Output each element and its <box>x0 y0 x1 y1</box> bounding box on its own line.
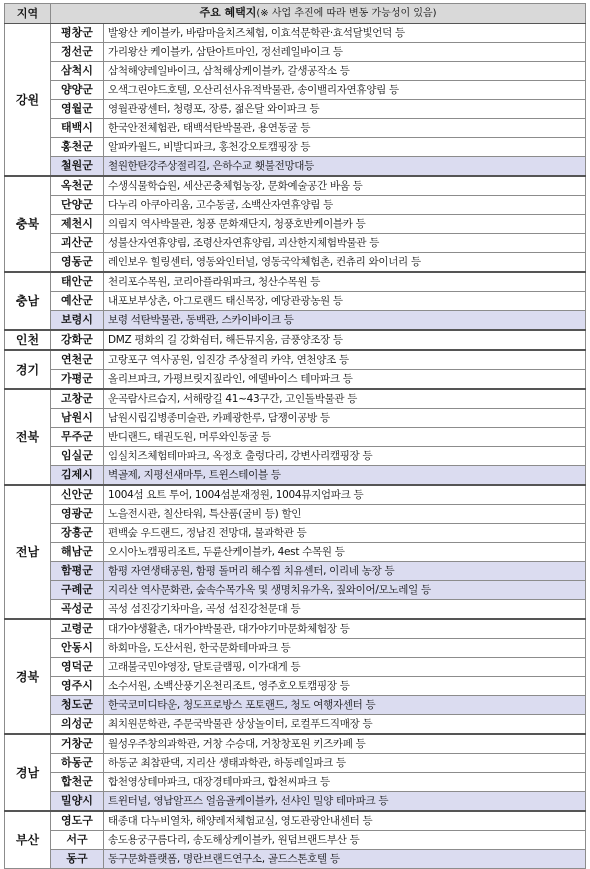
table-header-row <box>5 4 586 24</box>
benefit-cell: 알파카월드, 비발디파크, 홍천강오토캠핑장 등 <box>104 138 586 157</box>
benefit-cell: 고래불국민야영장, 달토글램핑, 이가대게 등 <box>104 658 586 677</box>
table-row <box>5 196 586 215</box>
benefit-cell: 벽골제, 지평선새마투, 트윈스테이블 등 <box>104 466 586 486</box>
city-cell: 영동군 <box>51 253 104 273</box>
benefit-cell: 태종대 다누비열차, 해양레저체험교실, 영도관광안내센터 등 <box>104 811 586 831</box>
city-cell: 임실군 <box>51 447 104 466</box>
table-row <box>5 773 586 792</box>
region-cell: 충북 <box>5 176 51 272</box>
benefit-cell: 트윈터널, 영남알프스 얼음골케이블카, 선샤인 밀양 테마파크 등 <box>104 792 586 812</box>
city-cell: 영덕군 <box>51 658 104 677</box>
table-row <box>5 619 586 639</box>
table-row <box>5 831 586 850</box>
table-row <box>5 409 586 428</box>
benefit-cell: 합천영상테마파크, 대장경테마파크, 합천씨파크 등 <box>104 773 586 792</box>
region-cell: 충남 <box>5 272 51 330</box>
table-row <box>5 428 586 447</box>
city-cell: 철원군 <box>51 157 104 177</box>
table-row <box>5 505 586 524</box>
benefit-cell: 보령 석탄박물관, 동백관, 스카이바이크 등 <box>104 311 586 331</box>
header-region: 지역 <box>5 4 51 24</box>
table-row <box>5 696 586 715</box>
benefit-cell: 발왕산 케이블카, 바람마을치즈체험, 이효석문학관·효석달빛언덕 등 <box>104 24 586 43</box>
region-cell: 경남 <box>5 734 51 811</box>
region-cell: 부산 <box>5 811 51 869</box>
city-cell: 거창군 <box>51 734 104 754</box>
benefit-cell: 송도용궁구름다리, 송도해상케이블카, 원덤브랜드부산 등 <box>104 831 586 850</box>
city-cell: 괴산군 <box>51 234 104 253</box>
region-cell: 경기 <box>5 350 51 389</box>
city-cell: 태안군 <box>51 272 104 292</box>
table-row <box>5 292 586 311</box>
benefit-cell: 오시아노캠핑리조트, 두륜산케이블카, 4est 수목원 등 <box>104 543 586 562</box>
city-cell: 함평군 <box>51 562 104 581</box>
table-row <box>5 138 586 157</box>
city-cell: 정선군 <box>51 43 104 62</box>
table-row <box>5 792 586 812</box>
city-cell: 보령시 <box>51 311 104 331</box>
city-cell: 하동군 <box>51 754 104 773</box>
table-row <box>5 370 586 390</box>
table-row <box>5 447 586 466</box>
table-row <box>5 466 586 486</box>
table-row <box>5 639 586 658</box>
region-cell: 인천 <box>5 330 51 350</box>
city-cell: 영월군 <box>51 100 104 119</box>
header-benefit-main: 주요 혜택지 <box>199 6 257 19</box>
benefit-cell: 소수서원, 소백산풍기온천리조트, 영주호오토캠핑장 등 <box>104 677 586 696</box>
table-row <box>5 215 586 234</box>
benefit-cell: 곡성 섬진강기차마을, 곡성 섬진강천문대 등 <box>104 600 586 620</box>
city-cell: 강화군 <box>51 330 104 350</box>
table-row <box>5 715 586 735</box>
benefit-cell: 1004섬 요트 투어, 1004섬분재정원, 1004뮤지엄파크 등 <box>104 485 586 505</box>
table-row <box>5 543 586 562</box>
city-cell: 해남군 <box>51 543 104 562</box>
benefit-cell: 임실치즈체험테마파크, 옥정호 출렁다리, 강변사리캠핑장 등 <box>104 447 586 466</box>
city-cell: 구례군 <box>51 581 104 600</box>
table-row <box>5 581 586 600</box>
table-row <box>5 677 586 696</box>
benefit-cell: DMZ 평화의 길 강화쉼터, 해든뮤지움, 금풍양조장 등 <box>104 330 586 350</box>
table-row <box>5 81 586 100</box>
benefit-cell: 지리산 역사문화관, 숲속수목가옥 및 생명치유가옥, 짚와이어/모노레일 등 <box>104 581 586 600</box>
region-cell: 전북 <box>5 389 51 485</box>
benefit-cell: 하회마을, 도산서원, 한국문화테마파크 등 <box>104 639 586 658</box>
benefit-cell: 함평 자연생태공원, 함평 돌머리 해수찜 치유센터, 이리네 농장 등 <box>104 562 586 581</box>
benefit-cell: 운곡람사르습지, 서해랑길 41~43구간, 고인돌박물관 등 <box>104 389 586 409</box>
benefit-cell: 천리포수목원, 코리아플라워파크, 청산수목원 등 <box>104 272 586 292</box>
city-cell: 평창군 <box>51 24 104 43</box>
table-row <box>5 850 586 869</box>
region-cell: 경북 <box>5 619 51 734</box>
city-cell: 신안군 <box>51 485 104 505</box>
city-cell: 고령군 <box>51 619 104 639</box>
table-row <box>5 562 586 581</box>
benefit-cell: 내포보부상촌, 아그로랜드 태신목장, 예당관광농원 등 <box>104 292 586 311</box>
city-cell: 의성군 <box>51 715 104 735</box>
benefit-cell: 가리왕산 케이블카, 삼탄아트마인, 정선레일바이크 등 <box>104 43 586 62</box>
city-cell: 양양군 <box>51 81 104 100</box>
city-cell: 영광군 <box>51 505 104 524</box>
benefit-cell: 최치원문학관, 주문국박물관 상상놀이터, 로컬푸드직매장 등 <box>104 715 586 735</box>
city-cell: 안동시 <box>51 639 104 658</box>
table-row <box>5 734 586 754</box>
table-row <box>5 24 586 43</box>
header-benefit-note: (※ 사업 추진에 따라 변동 가능성이 있음) <box>256 8 437 19</box>
table-row <box>5 119 586 138</box>
city-cell: 가평군 <box>51 370 104 390</box>
table-row <box>5 234 586 253</box>
city-cell: 영도구 <box>51 811 104 831</box>
benefit-cell: 영월관광센터, 청령포, 장릉, 젊은달 와이파크 등 <box>104 100 586 119</box>
city-cell: 옥천군 <box>51 176 104 196</box>
city-cell: 합천군 <box>51 773 104 792</box>
city-cell: 예산군 <box>51 292 104 311</box>
table-row <box>5 272 586 292</box>
benefit-cell: 노을전시관, 칠산타워, 특산품(굴비 등) 할인 <box>104 505 586 524</box>
table-row <box>5 330 586 350</box>
region-cell: 강원 <box>5 24 51 177</box>
table-row <box>5 811 586 831</box>
table-row <box>5 62 586 81</box>
header-benefit <box>51 4 586 24</box>
city-cell: 고창군 <box>51 389 104 409</box>
benefit-cell: 수생식물학습원, 세산곤충체험농장, 문화예술공간 바움 등 <box>104 176 586 196</box>
city-cell: 연천군 <box>51 350 104 370</box>
benefit-cell: 동구문화플랫폼, 명란브랜드연구소, 골드스톤호텔 등 <box>104 850 586 869</box>
benefit-cell: 반디랜드, 태권도원, 머루와인동굴 등 <box>104 428 586 447</box>
benefit-table-container <box>4 3 585 869</box>
table-row <box>5 100 586 119</box>
table-body <box>5 24 586 869</box>
benefit-cell: 한국코미디타운, 청도프로방스 포토랜드, 청도 여행자센터 등 <box>104 696 586 715</box>
benefit-cell: 월성우주창의과학관, 거창 수승대, 거창창포원 키즈카페 등 <box>104 734 586 754</box>
table-row <box>5 176 586 196</box>
city-cell: 영주시 <box>51 677 104 696</box>
city-cell: 서구 <box>51 831 104 850</box>
region-cell: 전남 <box>5 485 51 619</box>
city-cell: 밀양시 <box>51 792 104 812</box>
benefit-cell: 의림지 역사박물관, 청풍 문화재단지, 청풍호반케이블카 등 <box>104 215 586 234</box>
benefit-cell: 레인보우 힐링센터, 영동와인터널, 영동국악체험촌, 컨츄리 와이너리 등 <box>104 253 586 273</box>
table-row <box>5 754 586 773</box>
benefit-cell: 대가야생활촌, 대가야박물관, 대가야기마문화체험장 등 <box>104 619 586 639</box>
table-row <box>5 524 586 543</box>
city-cell: 곡성군 <box>51 600 104 620</box>
benefit-cell: 오색그린야드호텔, 오산리선사유적박물관, 송이밸리자연휴양림 등 <box>104 81 586 100</box>
benefit-table <box>4 3 586 869</box>
benefit-cell: 한국안전체험관, 태백석탄박물관, 용연동굴 등 <box>104 119 586 138</box>
benefit-cell: 고랑포구 역사공원, 임진강 주상절리 카약, 연천양조 등 <box>104 350 586 370</box>
table-row <box>5 43 586 62</box>
benefit-cell: 올리브파크, 가평브릿지짚라인, 에델바이스 테마파크 등 <box>104 370 586 390</box>
city-cell: 동구 <box>51 850 104 869</box>
table-row <box>5 157 586 177</box>
city-cell: 제천시 <box>51 215 104 234</box>
benefit-cell: 하동군 최참판댁, 지리산 생태과학관, 하동레일파크 등 <box>104 754 586 773</box>
table-row <box>5 350 586 370</box>
table-row <box>5 311 586 331</box>
city-cell: 장흥군 <box>51 524 104 543</box>
benefit-cell: 남원시립김병종미술관, 카페광한루, 담쟁이공방 등 <box>104 409 586 428</box>
benefit-cell: 편백숲 우드랜드, 정남진 전망대, 물과학관 등 <box>104 524 586 543</box>
table-row <box>5 600 586 620</box>
city-cell: 김제시 <box>51 466 104 486</box>
city-cell: 남원시 <box>51 409 104 428</box>
city-cell: 청도군 <box>51 696 104 715</box>
benefit-cell: 성불산자연휴양림, 조령산자연휴양림, 괴산한지체험박물관 등 <box>104 234 586 253</box>
city-cell: 단양군 <box>51 196 104 215</box>
table-row <box>5 485 586 505</box>
benefit-cell: 삼척해양레일바이크, 삼척해상케이블카, 갈생공작소 등 <box>104 62 586 81</box>
table-row <box>5 658 586 677</box>
benefit-cell: 철원한탄강주상절리길, 은하수교 횃불전망대등 <box>104 157 586 177</box>
city-cell: 삼척시 <box>51 62 104 81</box>
city-cell: 무주군 <box>51 428 104 447</box>
table-row <box>5 253 586 273</box>
city-cell: 태백시 <box>51 119 104 138</box>
benefit-cell: 다누리 아쿠아리움, 고수동굴, 소백산자연휴양림 등 <box>104 196 586 215</box>
table-row <box>5 389 586 409</box>
city-cell: 홍천군 <box>51 138 104 157</box>
